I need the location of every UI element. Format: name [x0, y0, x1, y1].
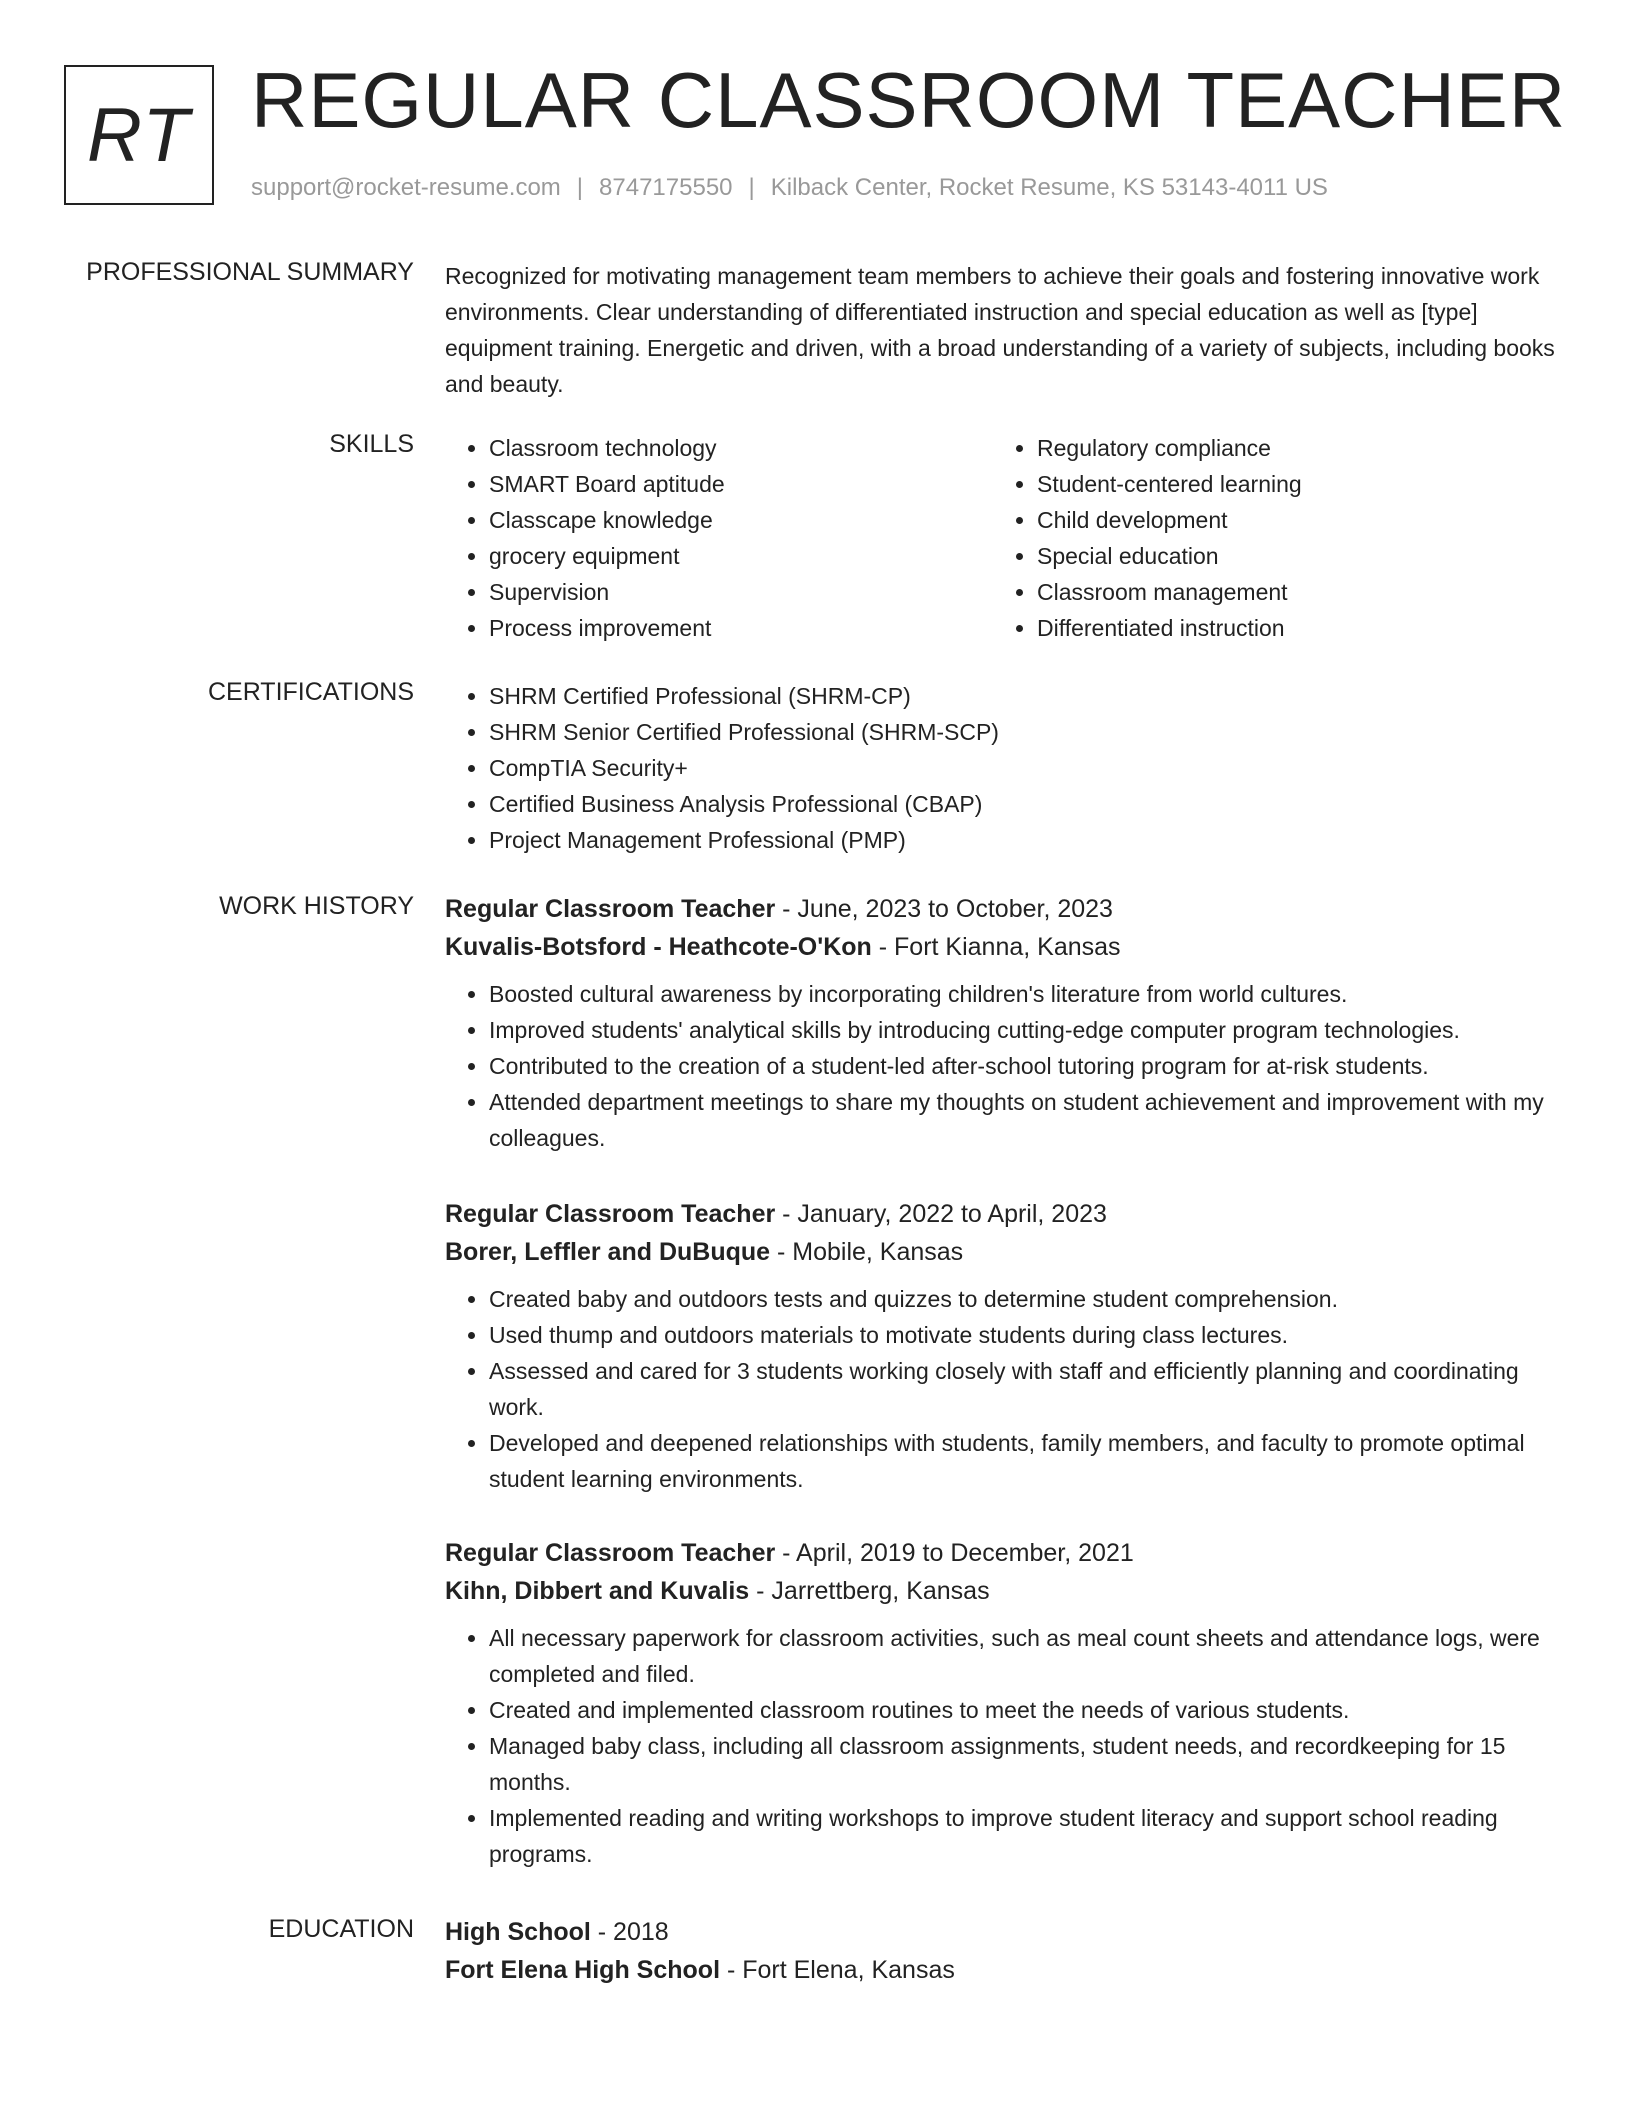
job-company: Kihn, Dibbert and Kuvalis: [445, 1577, 750, 1605]
job-bullet: • Created and implemented classroom routines to meet the needs of various students.: [489, 1692, 1555, 1728]
education-degree-line: [445, 1913, 1555, 1951]
job-company-line: [445, 1572, 1555, 1610]
skill-item: • grocery equipment: [489, 538, 993, 574]
job-bullet: • Implemented reading and writing workshops to improve student literacy and support school reading programs.: [489, 1800, 1555, 1872]
skill-item: • Classroom technology: [489, 430, 993, 466]
skill-item: • SMART Board aptitude: [489, 466, 993, 502]
job-bullets: [445, 1281, 1555, 1497]
job-bullet: • Developed and deepened relationships with students, family members, and faculty to promote optimal student learning environments.: [489, 1425, 1555, 1497]
job-location: - Jarrettberg, Kansas: [749, 1577, 990, 1605]
education-degree: High School: [445, 1918, 591, 1946]
job-bullet: • All necessary paperwork for classroom activities, such as meal count sheets and attendance logs, were completed and filed.: [489, 1620, 1555, 1692]
certification-item: • CompTIA Security+: [489, 750, 1555, 786]
job-company: Borer, Leffler and DuBuque: [445, 1238, 771, 1266]
skill-item: • Supervision: [489, 574, 993, 610]
certification-item: • Certified Business Analysis Professional (CBAP): [489, 786, 1555, 822]
job-bullet: • Contributed to the creation of a student-led after-school tutoring program for at-risk students.: [489, 1048, 1555, 1084]
education-school-line: [445, 1951, 1555, 1989]
skill-item: • Classcape knowledge: [489, 502, 993, 538]
certification-item: • SHRM Senior Certified Professional (SHRM-SCP): [489, 714, 1555, 750]
contact-separator: |: [748, 174, 755, 201]
contact-address: Kilback Center, Rocket Resume, KS 53143-4011 US: [770, 174, 1328, 201]
job-location: - Mobile, Kansas: [770, 1238, 964, 1266]
monogram-logo: RT: [64, 65, 214, 205]
contact-email[interactable]: support@rocket-resume.com: [251, 174, 561, 201]
summary-label: PROFESSIONAL SUMMARY: [86, 258, 414, 286]
skill-item: • Regulatory compliance: [1037, 430, 1541, 466]
job-title-line: [445, 1534, 1555, 1572]
job-bullets: [445, 976, 1555, 1156]
education-school: Fort Elena High School: [445, 1956, 721, 1984]
job-bullet: • Boosted cultural awareness by incorporating children's literature from world cultures.: [489, 976, 1555, 1012]
job-dates: - April, 2019 to December, 2021: [775, 1539, 1134, 1567]
education-label: EDUCATION: [268, 1915, 414, 1943]
skill-item: • Student-centered learning: [1037, 466, 1541, 502]
job-title: Regular Classroom Teacher: [445, 1539, 776, 1567]
education-year: - 2018: [590, 1918, 669, 1946]
certifications-list: [445, 678, 1555, 858]
job-bullet: • Managed baby class, including all classroom assignments, student needs, and recordkeeping for 15 months.: [489, 1728, 1555, 1800]
job-company-line: [445, 1233, 1555, 1271]
job-bullet: • Created baby and outdoors tests and quizzes to determine student comprehension.: [489, 1281, 1555, 1317]
skill-item: • Special education: [1037, 538, 1541, 574]
job-title: Regular Classroom Teacher: [445, 1200, 776, 1228]
job-bullets: [445, 1620, 1555, 1872]
job-title-line: [445, 1195, 1555, 1233]
job-title: Regular Classroom Teacher: [445, 895, 776, 923]
skill-item: • Classroom management: [1037, 574, 1541, 610]
job-dates: - January, 2022 to April, 2023: [775, 1200, 1107, 1228]
job-bullet: • Used thump and outdoors materials to motivate students during class lectures.: [489, 1317, 1555, 1353]
job-title-line: [445, 890, 1555, 928]
skill-item: • Differentiated instruction: [1037, 610, 1541, 646]
job-location: - Fort Kianna, Kansas: [871, 933, 1121, 961]
skill-item: • Child development: [1037, 502, 1541, 538]
job-bullet: • Improved students' analytical skills by introducing cutting-edge computer program technologies.: [489, 1012, 1555, 1048]
contact-separator: |: [576, 174, 584, 201]
skill-item: • Process improvement: [489, 610, 993, 646]
skills-label: SKILLS: [329, 430, 414, 458]
certification-item: • Project Management Professional (PMP): [489, 822, 1555, 858]
job-bullet: • Assessed and cared for 3 students working closely with staff and efficiently planning and coordinating work.: [489, 1353, 1555, 1425]
job-company: Kuvalis-Botsford - Heathcote-O'Kon: [445, 933, 872, 961]
certifications-label: CERTIFICATIONS: [207, 678, 414, 706]
skills-list-right: [993, 430, 1541, 646]
work-history-label: WORK HISTORY: [219, 892, 414, 920]
job-company-line: [445, 928, 1555, 966]
job-bullet: • Attended department meetings to share my thoughts on student achievement and improvement with my colleagues.: [489, 1084, 1555, 1156]
education-location: - Fort Elena, Kansas: [720, 1956, 955, 1984]
skills-list-left: [445, 430, 993, 646]
resume-name: REGULAR CLASSROOM TEACHER: [251, 56, 1567, 144]
contact-phone[interactable]: 8747175550: [599, 174, 733, 201]
summary-text: Recognized for motivating management team members to achieve their goals and fostering innovative work environments. Clear understanding of differentiated instruction and special education as well as [type] equipment training. Energetic and driven, with a broad understanding of a variety of subjects, including books and beauty.: [445, 263, 1555, 397]
certification-item: • SHRM Certified Professional (SHRM-CP): [489, 678, 1555, 714]
contact-line: [251, 174, 1328, 202]
job-dates: - June, 2023 to October, 2023: [775, 895, 1113, 923]
